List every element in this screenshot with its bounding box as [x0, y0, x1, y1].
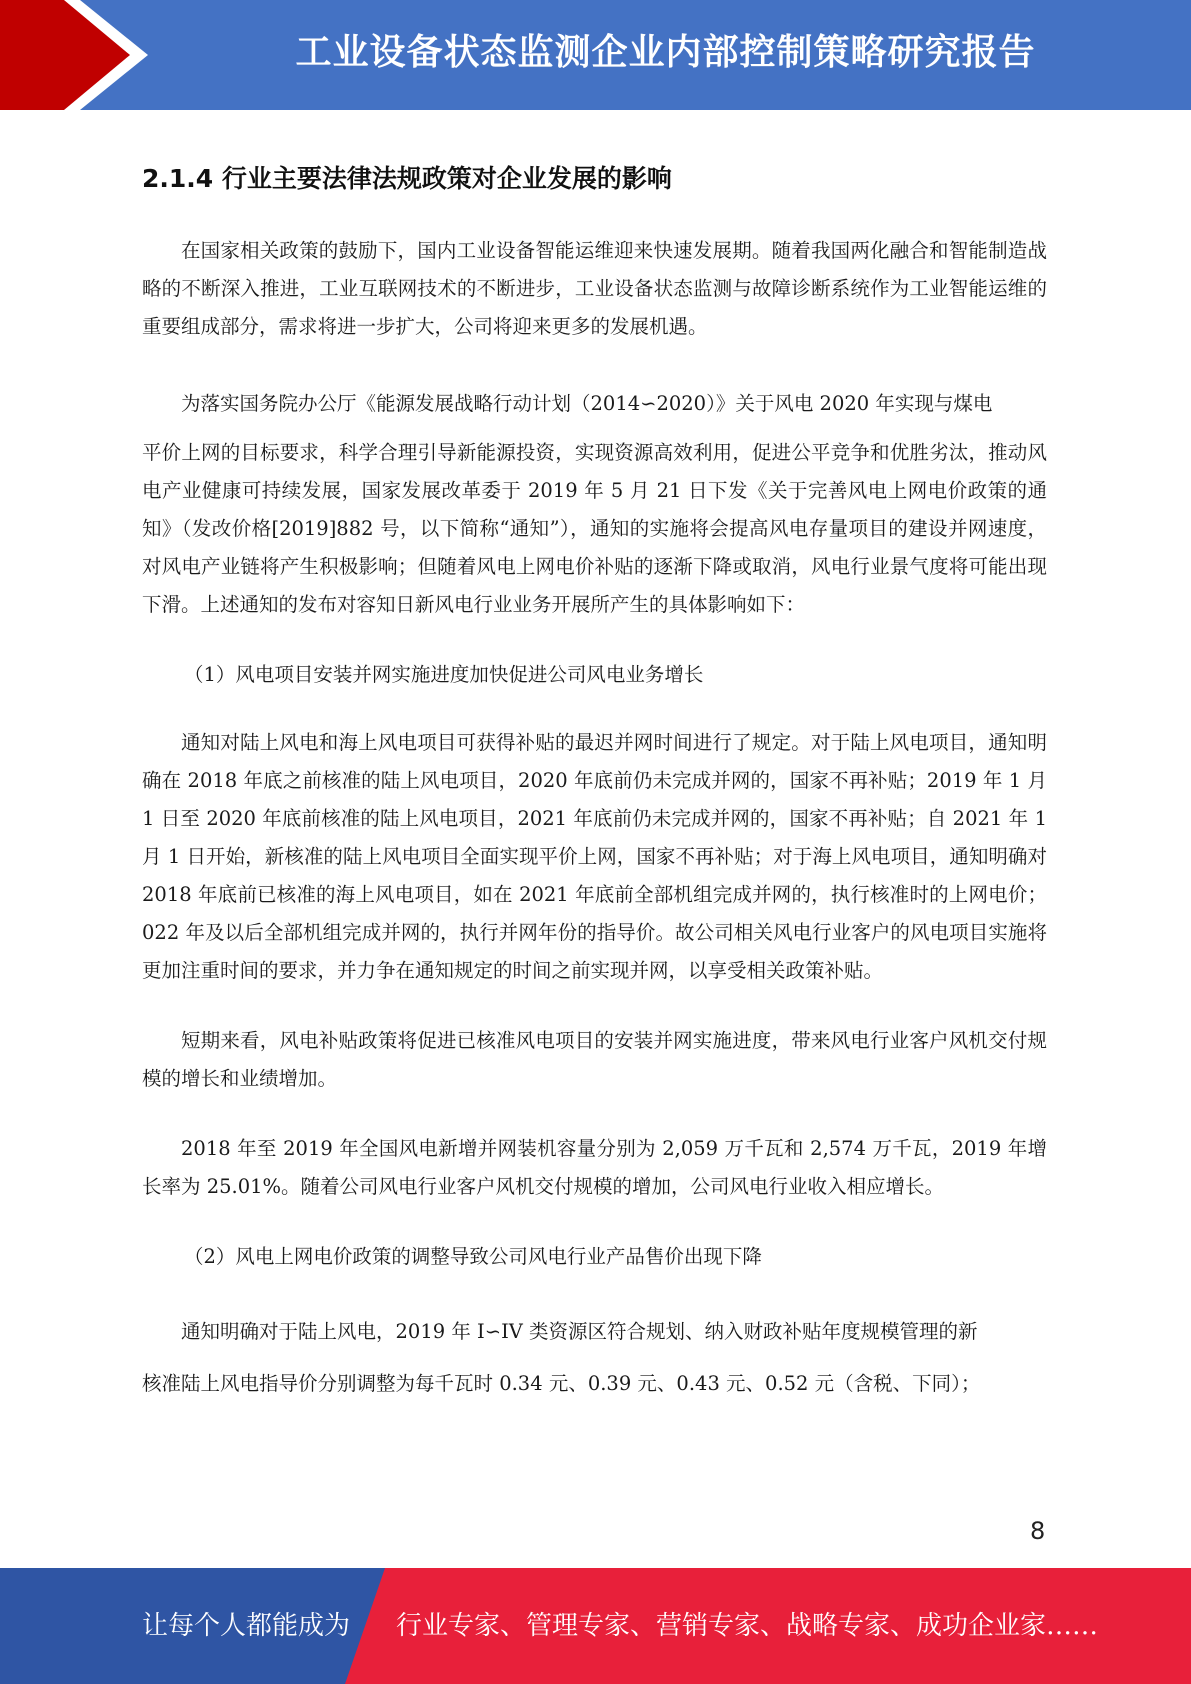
paragraph-policy-encouragement: 在国家相关政策的鼓励下，国内工业设备智能运维迎来快速发展期。随着我国两化融合和智能制造战略的不断深入推进，工业互联网技术的不断进步，工业设备状态监测与故障诊断系统作为工业智能运维的重要组成部分，需求将进一步扩大，公司将迎来更多的发展机遇。 [142, 239, 1047, 338]
page-content [142, 160, 1047, 1442]
header-arrow-decoration [0, 0, 150, 110]
paragraph-price-adjustment: 核准陆上风电指导价分别调整为每千瓦时 0.34 元、0.39 元、0.43 元、0.52 元（含税、下同）； [142, 1372, 981, 1395]
report-title: 工业设备状态监测企业内部控制策略研究报告 [295, 32, 1036, 73]
footer-slogan-left: 让每个人都能成为 [142, 1611, 351, 1641]
sub-heading-item-1: （1）风电项目安装并网实施进度加快促进公司风电业务增长 [184, 663, 704, 686]
paragraph-short-term: 短期来看，风电补贴政策将促进已核准风电项目的安装并网实施进度，带来风电行业客户风机交付规模的增长和业绩增加。 [142, 1029, 1047, 1090]
paragraph-capacity-growth: 2018 年至 2019 年全国风电新增并网装机容量分别为 2,059 万千瓦和 2,574 万千瓦，2019 年增长率为 25.01%。随着公司风电行业客户风机交付规模的增加，公司风电行业收入相应增长。 [142, 1137, 1047, 1198]
section-heading: 2.1.4 行业主要法律法规政策对企业发展的影响 [142, 164, 672, 193]
footer-slogan-right: 行业专家、管理专家、营销专家、战略专家、成功企业家…… [396, 1611, 1099, 1641]
header-banner [0, 0, 1191, 110]
sub-heading-item-2: （2）风电上网电价政策的调整导致公司风电行业产品售价出现下降 [184, 1245, 762, 1268]
paragraph-energy-plan: 平价上网的目标要求，科学合理引导新能源投资，实现资源高效利用，促进公平竞争和优胜劣汰，推动风电产业健康可持续发展，国家发展改革委于 2019 年 5 月 21 日下发《关于完善风电上网电价政策的通知》（发改价格[2019]882 号，以下简称“通知”），通知的实施将会提高风电存量项目的建设并网速度，对风电产业链将产生积极影响；但随着风电上网电价补贴的逐渐下降或取消，风电行业景气度将可能出现下滑。上述通知的发布对容知日新风电行业业务开展所产生的具体影响如下： [142, 441, 1047, 616]
page-number: 8 [1030, 1517, 1046, 1545]
paragraph-price-adjustment-first-line: 通知明确对于陆上风电，2019 年 I∽IV 类资源区符合规划、纳入财政补贴年度规模管理的新 [181, 1320, 978, 1343]
paragraph-energy-plan-first-line: 为落实国务院办公厅《能源发展战略行动计划（2014∽2020）》关于风电 2020 年实现与煤电 [181, 392, 993, 415]
paragraph-subsidy-deadline: 通知对陆上风电和海上风电项目可获得补贴的最迟并网时间进行了规定。对于陆上风电项目，通知明确在 2018 年底之前核准的陆上风电项目，2020 年底前仍未完成并网的，国家不再补贴；2019 年 1 月 1 日至 2020 年底前核准的陆上风电项目，2021 年底前仍未完成并网的，国家不再补贴；自 2021 年 1 月 1 日开始，新核准的陆上风电项目全面实现平价上网，国家不再补贴；对于海上风电项目，通知明确对 2018 年底前已核准的海上风电项目，如在 2021 年底前全部机组完成并网的，执行核准时的上网电价；022 年及以后全部机组完成并网的，执行并网年份的指导价。故公司相关风电行业客户的风电项目实施将更加注重时间的要求，并力争在通知规定的时间之前实现并网，以享受相关政策补贴。 [142, 731, 1047, 982]
footer-banner [0, 1568, 1191, 1684]
